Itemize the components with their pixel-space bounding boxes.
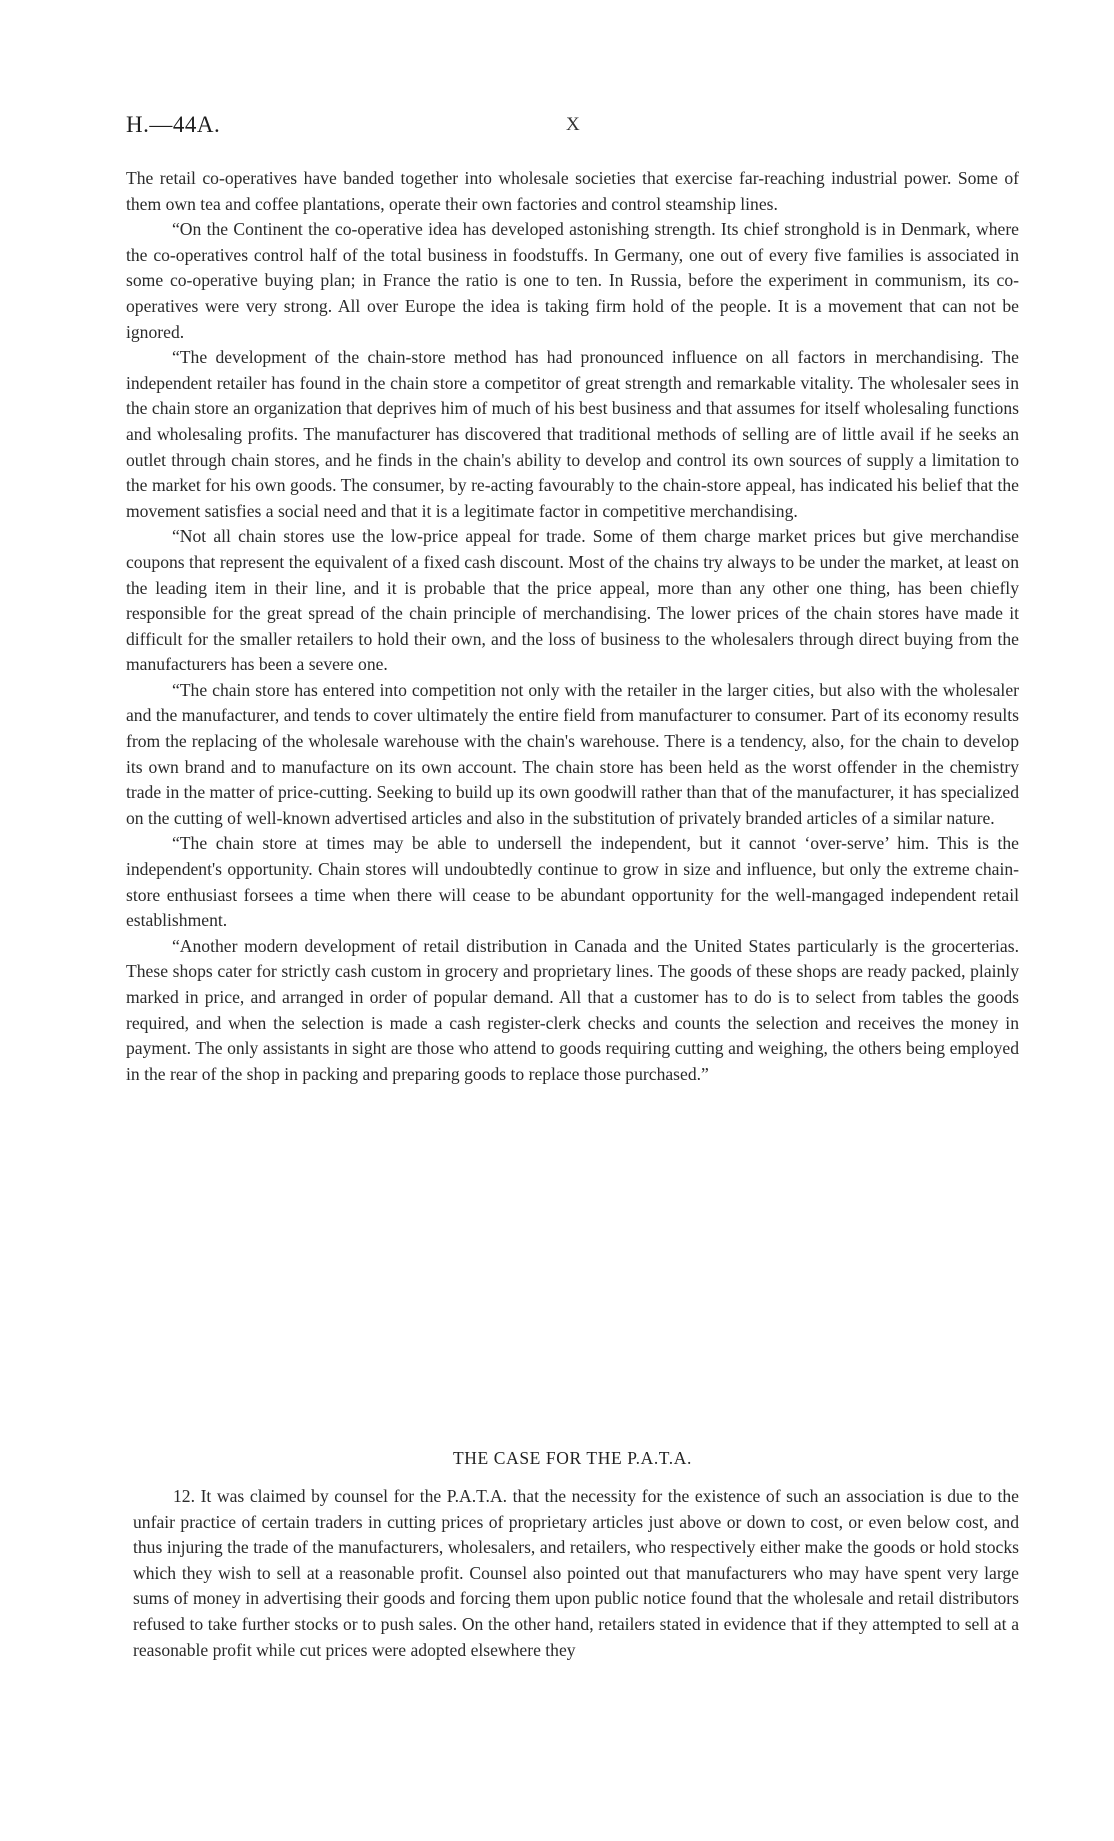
paragraph-cooperatives-wholesale: The retail co-operatives have banded together into wholesale societies that exercise far-reaching industrial power. Some of them own tea and coffee plantations, operate their own factories and control steamship lines. (126, 168, 1019, 214)
paragraph-chain-store-development: “The development of the chain-store method has had pronounced influence on all factors in merchandising. The independent retailer has found in the chain store a competitor of great strength and remarkable vitality. The wholesaler sees in the chain store an organization that deprives him of much of his best business and that assumes for itself wholesaling functions and wholesaling profits. The manufacturer has discovered that traditional methods of selling are of little avail if he seeks an outlet through chain stores, and he finds in the chain's ability to develop and control its own sources of supply a limitation to the market for his own goods. The consumer, by re-acting favourably to the chain-store appeal, has indicated his belief that the movement satisfies a social need and that it is a legitimate factor in competitive merchandising. (126, 347, 1019, 521)
section-text (133, 1484, 1019, 1663)
paragraph-case-for-pata: 12. It was claimed by counsel for the P.A.T.A. that the necessity for the existence of such an association is due to the unfair practice of certain traders in cutting prices of proprietary articles just above or down to cost, or even below cost, and thus injuring the trade of the manufacturers, wholesalers, and retailers, who respectively either make the goods or hold stocks which they wish to sell at a reasonable profit. Counsel also pointed out that manufacturers who may have spent very large sums of money in advertising their goods and forcing them upon public notice found that the wholesale and retail distributors refused to take further stocks or to push sales. On the other hand, retailers stated in evidence that if they attempted to sell at a reasonable profit while cut prices were adopted elsewhere they (133, 1486, 1019, 1660)
page-number: X (566, 114, 580, 135)
paragraph-continent-cooperatives: “On the Continent the co-operative idea has developed astonishing strength. Its chief stronghold is in Denmark, where the co-operatives control half of the total business in foodstuffs. In Germany, one out of every five families is associated in some co-operative buying plan; in France the ratio is one to ten. In Russia, before the experiment in communism, its co-operatives were very strong. All over Europe the idea is taking firm hold of the people. It is a movement that can not be ignored. (126, 219, 1019, 342)
paragraph-grocerterias: “Another modern development of retail distribution in Canada and the United States particularly is the grocerterias. These shops cater for strictly cash custom in grocery and proprietary lines. The goods of these shops are ready packed, plainly marked in price, and arranged in order of popular demand. All that a customer has to do is to select from tables the goods required, and when the selection is made a cash register-clerk checks and counts the selection and receives the money in payment. The only assistants in sight are those who attend to goods requiring cutting and weighing, the others being employed in the rear of the shop in packing and preparing goods to replace those purchased.” (126, 935, 1019, 1084)
paragraph-independent-opportunity: “The chain store at times may be able to undersell the independent, but it cannot ‘over-serve’ him. This is the independent's opportunity. Chain stores will undoubtedly continue to grow in size and influence, but only the extreme chain-store enthusiast forsees a time when there will cease to be abundant opportunity for the well-mangaged independent retail establishment. (126, 833, 1019, 931)
section-heading: THE CASE FOR THE P.A.T.A. (453, 1448, 692, 1468)
running-head: H.—44A. (126, 112, 221, 137)
body-text (126, 166, 1019, 1087)
paragraph-chain-store-competition: “The chain store has entered into competition not only with the retailer in the larger cities, but also with the wholesaler and the manufacturer, and tends to cover ultimately the entire field from manufacturer to consumer. Part of its economy results from the replacing of the wholesale warehouse with the chain's warehouse. There is a tendency, also, for the chain to develop its own brand and to manufacture on its own account. The chain store has been held as the worst offender in the chemistry trade in the matter of price-cutting. Seeking to build up its own goodwill rather than that of the manufacturer, it has specialized on the cutting of well-known advertised articles and also in the substitution of privately branded articles of a similar nature. (126, 679, 1019, 828)
paragraph-low-price-appeal: “Not all chain stores use the low-price appeal for trade. Some of them charge market prices but give merchandise coupons that represent the equivalent of a fixed cash discount. Most of the chains try always to be under the market, at least on the leading item in their line, and it is probable that the price appeal, more than any other one thing, has been chiefly responsible for the great spread of the chain principle of merchandising. The lower prices of the chain stores have made it difficult for the smaller retailers to hold their own, and the loss of business to the wholesalers through direct buying from the manufacturers has been a severe one. (126, 526, 1019, 675)
